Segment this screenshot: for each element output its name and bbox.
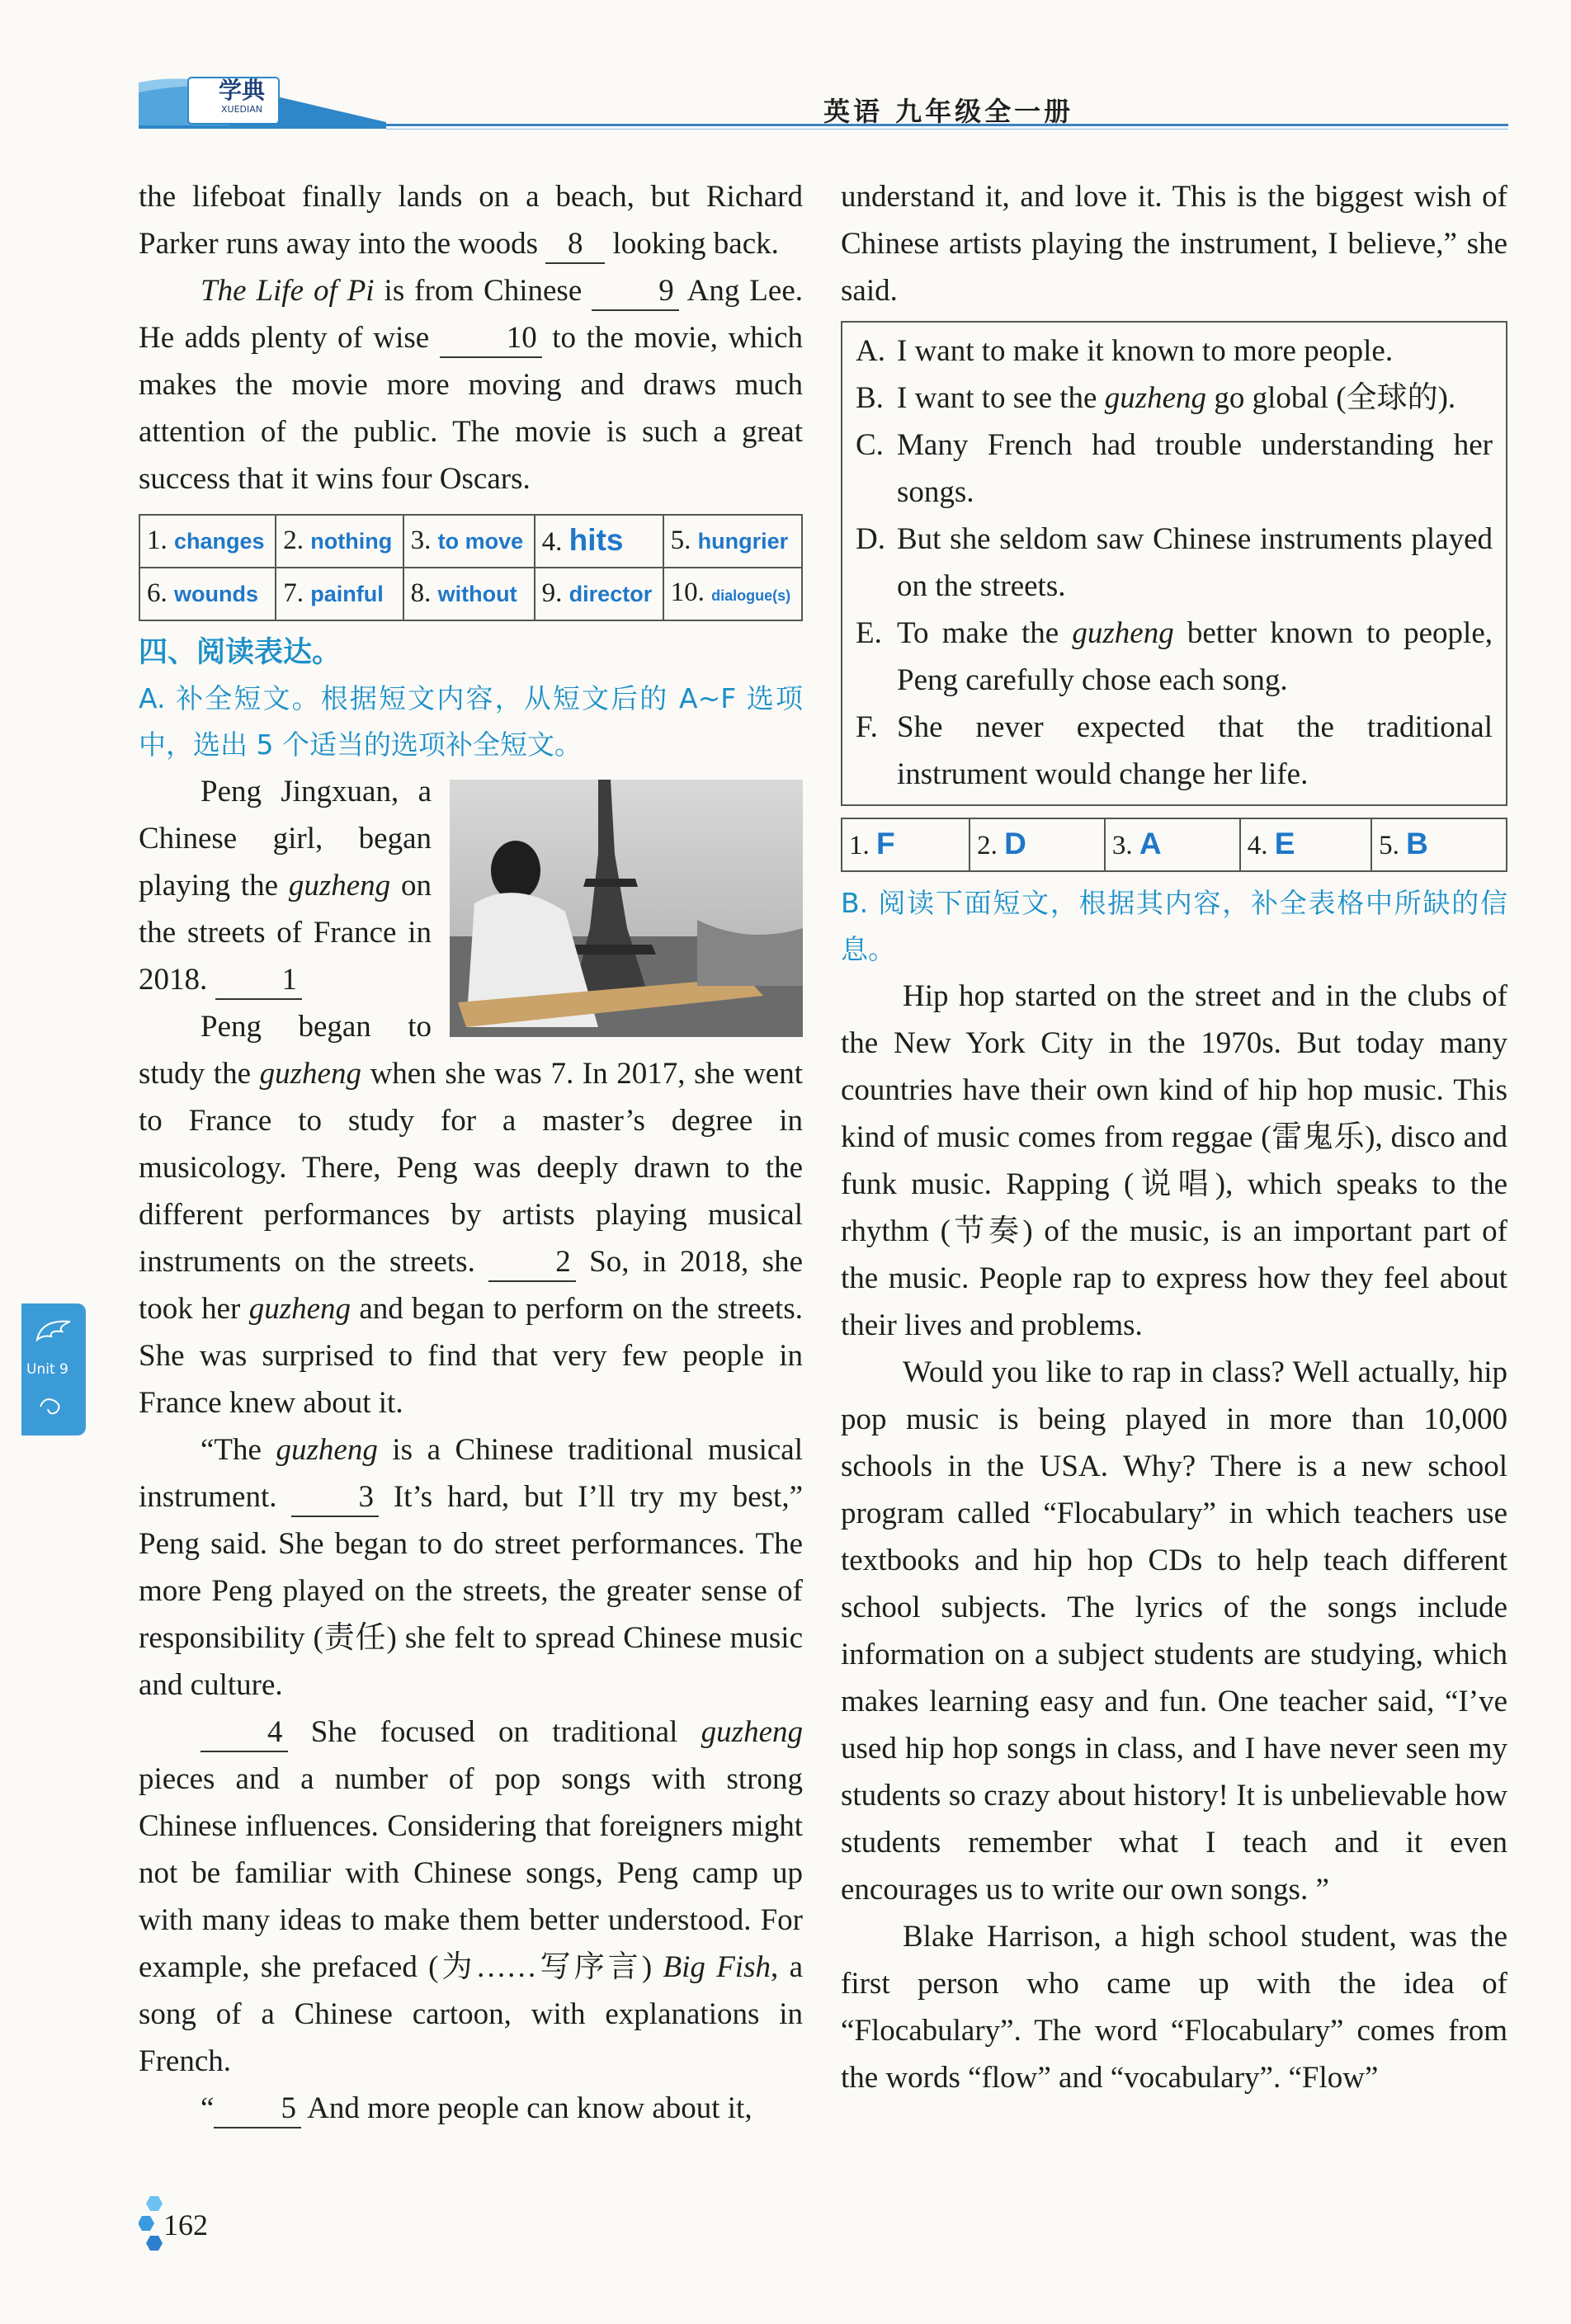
answer-cell: 9. director bbox=[535, 568, 663, 620]
answer-cell: 6. wounds bbox=[139, 568, 276, 620]
option-d: D. But she seldom saw Chinese instruments played on the streets. bbox=[856, 522, 1493, 603]
answer-cell: 3. to move bbox=[403, 515, 535, 568]
table-row bbox=[139, 568, 802, 620]
paragraph: “ 5 And more people can know about it, bbox=[139, 2085, 803, 2132]
blank-10: 10 bbox=[440, 320, 542, 358]
swirl-icon bbox=[36, 1394, 69, 1419]
option-e: E. To make the guzheng better known to people, Peng carefully chose each song. bbox=[856, 616, 1493, 697]
blank-4: 4 bbox=[201, 1714, 288, 1752]
answer-cell: 7. painful bbox=[276, 568, 403, 620]
option-f: F. She never expected that the traditional instrument would change her life. bbox=[856, 710, 1493, 791]
movie-title: The Life of Pi bbox=[201, 274, 375, 308]
answer-table-reading bbox=[841, 818, 1507, 872]
options-box bbox=[841, 321, 1507, 806]
answer-cell: 2. D bbox=[969, 818, 1105, 871]
answer-cell: 1. changes bbox=[139, 515, 276, 568]
right-column bbox=[841, 173, 1507, 2101]
unit-side-tab bbox=[21, 1303, 86, 1435]
blank-1: 1 bbox=[215, 962, 303, 1000]
page-number: 162 bbox=[163, 2209, 208, 2242]
paragraph: Peng began to study the guzheng when she was 7. In 2017, she went to France to study for a master’s degree in musicology. There, Peng was deeply drawn to the different performances by artists playing musical instruments on the streets. 2 So, in 2018, she took her guzheng and began to perform on the streets. She was surprised to find that very few people in France knew about it. bbox=[139, 1010, 803, 1420]
paragraph: The Life of Pi is from Chinese 9 Ang Lee. He adds plenty of wise 10 to the movie, which makes the movie more moving and draws much attention of the public. The movie is such a great success that it wins four Oscars. bbox=[139, 274, 804, 496]
photo-guzheng-eiffel bbox=[450, 780, 803, 1037]
left-column bbox=[139, 173, 803, 2132]
subject-title: 英语 九年级全一册 bbox=[823, 96, 1074, 127]
answer-cell: 5. B bbox=[1371, 818, 1507, 871]
blank-3: 3 bbox=[291, 1479, 379, 1517]
logo-cn: 学典 bbox=[218, 77, 265, 104]
unit-label: Unit 9 bbox=[26, 1361, 68, 1378]
answer-cell: 4. hits bbox=[535, 515, 663, 568]
answer-table-vocab bbox=[139, 514, 803, 621]
section-b-instructions: B. 阅读下面短文，根据其内容，补全表格中所缺的信息。 bbox=[841, 887, 1507, 965]
page-header bbox=[139, 73, 1508, 139]
answer-cell: 1. F bbox=[842, 818, 969, 871]
answer-cell: 10. dialogue(s) bbox=[663, 568, 802, 620]
paragraph: understand it, and love it. This is the biggest wish of Chinese artists playing the instrument, I believe,” she said. bbox=[841, 180, 1507, 308]
option-a: A. I want to make it known to more people. bbox=[856, 334, 1394, 368]
paragraph: Peng Jingxuan, a Chinese girl, began playing the guzheng on the streets of France in 2018. 1 bbox=[139, 768, 803, 1003]
paragraph: Blake Harrison, a high school student, was the first person who came up with the idea of “Flocabulary”. The word “Flocabulary” comes from the words “flow” and “vocabulary”. “Flow” bbox=[841, 1920, 1507, 2095]
logo-en: XUEDIAN bbox=[220, 104, 262, 115]
table-row bbox=[842, 818, 1507, 871]
answer-cell: 3. A bbox=[1105, 818, 1240, 871]
section-heading: 四、阅读表达。 bbox=[139, 636, 342, 669]
wing-icon bbox=[33, 1315, 74, 1348]
answer-cell: 4. E bbox=[1240, 818, 1371, 871]
blank-2: 2 bbox=[488, 1244, 576, 1282]
paragraph: Would you like to rap in class? Well actually, hip pop music is being played in more than 10,000 schools in the USA. Why? There is a new school program called “Flocabulary” in which teachers use textbooks and hip hop CDs to help teach different school subjects. The lyrics of the songs include information on a subject students are studying, which makes learning easy and fun. One teacher said, “I’ve used hip hop songs in class, and I have never seen my students so crazy about history! It is unbelievable how students remember what I teach and it even encourages us to write our own songs. ” bbox=[841, 1355, 1507, 1907]
option-c: C. Many French had trouble understanding her songs. bbox=[856, 428, 1493, 509]
answer-cell: 5. hungrier bbox=[663, 515, 802, 568]
section-a-instructions: A. 补全短文。根据短文内容，从短文后的 A~F 选项中，选出 5 个适当的选项补全短文。 bbox=[139, 682, 803, 761]
photo-image bbox=[450, 780, 803, 1037]
paragraph: “The guzheng is a Chinese traditional musical instrument. 3 It’s hard, but I’ll try my best,” Peng said. She began to do street performances. The more Peng played on the streets, the greater sense of responsibility (责任) she felt to spread Chinese music and culture. bbox=[139, 1433, 804, 1702]
blank-8: 8 bbox=[545, 226, 605, 264]
answer-cell: 8. without bbox=[403, 568, 535, 620]
paragraph: Hip hop started on the street and in the clubs of the New York City in the 1970s. But today many countries have their own kind of hip hop music. This kind of music comes from reggae (雷鬼乐), disco and funk music. Rapping (说唱), which speaks to the rhythm (节奏) of the music, is an important part of the music. People rap to express how they feel about their lives and problems. bbox=[841, 979, 1507, 1342]
answer-cell: 2. nothing bbox=[276, 515, 403, 568]
blank-9: 9 bbox=[592, 273, 679, 311]
table-row bbox=[139, 515, 802, 568]
option-b: B. I want to see the guzheng go global (全球的). bbox=[856, 381, 1456, 415]
logo-text bbox=[205, 78, 279, 115]
paragraph: 4 She focused on traditional guzheng pieces and a number of pop songs with strong Chinese influences. Considering that foreigners might not be familiar with Chinese songs, Peng camp up with many ideas to make them better understood. For example, she prefaced (为……写序言) Big Fish, a song of a Chinese cartoon, with explanations in French. bbox=[139, 1715, 803, 2078]
paragraph: the lifeboat finally lands on a beach, but Richard Parker runs away into the woods 8 looking back. bbox=[139, 173, 803, 267]
blank-5: 5 bbox=[214, 2091, 301, 2128]
